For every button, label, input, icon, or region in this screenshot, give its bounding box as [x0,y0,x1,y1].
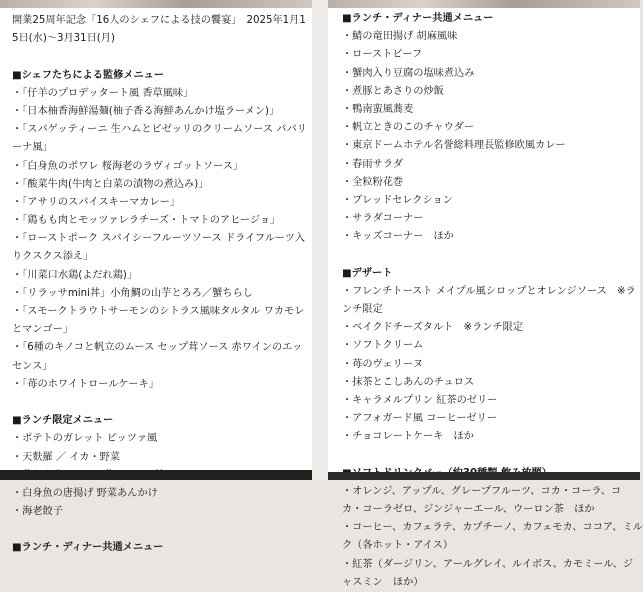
menu-line: ・キッズコーナー ほか [342,231,454,243]
menu-line: ・海老餃子 [12,506,63,518]
menu-line: ・ソフトクリーム [342,340,424,352]
menu-line: ・フレンチトースト メイプル風シロップとオレンジソース ※ラ [342,285,636,297]
menu-line: ・チョコレートケーキ ほか [342,431,474,443]
menu-line: ・「スモークトラウトサーモンのシトラス風味タルタル ワカモレ [12,306,305,317]
menu-line: ・鴨南蛮風蕎麦 [342,103,414,115]
menu-line: センス」 [12,360,53,372]
menu-line: ・東京ドームホテル名誉総料理長監修欧風カレー [342,140,566,152]
top-photo-strip [328,0,640,8]
menu-line: ・帆立ときのこのチャウダー [342,122,475,134]
menu-line: ・「スパゲッティーニ 生ハムとピゼッリのクリームソース パパリ [12,124,307,136]
menu-line: ・アフォガード風 コーヒーゼリー [342,413,497,425]
blank-line [12,394,306,412]
menu-line: ・サラダコーナー [342,213,424,225]
menu-line: ・「白身魚のポワレ 桜海老のラヴィゴットソース」 [12,160,244,172]
blank-line [12,521,306,539]
menu-line: 5日(水)〜3月31日(月) [12,33,115,45]
menu-line: ーナ風」 [12,142,53,154]
menu-line: ・白身魚の唐揚げ 野菜あんかけ [12,487,158,499]
menu-line: ・蟹肉入り豆腐の塩味煮込み [342,67,475,79]
section-heading: ■ランチ・ディナー共通メニュー [342,13,494,24]
menu-line: ・コーヒー、カフェラテ、カプチーノ、カフェモカ、ココア、ミル [342,522,643,534]
menu-line: ・「鶏もも肉とモッツァレラチーズ・トマトのアヒージョ」 [12,215,281,227]
menu-line: ・「苺のホワイトロールケーキ」 [12,378,159,390]
bottom-bar [328,472,640,480]
menu-line: ・「アサリのスパイスキーマカレー」 [12,196,180,208]
menu-line: カ・コーラゼロ、ジンジャーエール、ウーロン茶 ほか [342,504,595,516]
menu-line: ・「酸菜牛肉(牛肉と白菜の漬物の煮込み)」 [12,178,209,190]
right-menu-text [342,10,643,592]
section-heading: ■デザート [342,267,393,279]
top-photo-strip [0,0,312,8]
blank-line [12,48,306,66]
panel-divider [312,0,328,480]
menu-line: ・「川菜口水鶏(よだれ鶏)」 [12,269,138,281]
section-heading: ■ランチ限定メニュー [12,415,114,427]
menu-line: ・苺のヴェリーヌ [342,358,424,370]
menu-line: ・煮豚とあさりの炒飯 [342,85,444,97]
menu-line: ・春雨サラダ [342,158,404,170]
menu-line: ・鯖の竜田揚げ 胡麻風味 [342,31,458,43]
right-screenshot-panel [328,0,643,588]
menu-line: ・抹茶とこしあんのチュロス [342,376,475,388]
menu-line: ・ローストビーフ [342,49,423,61]
menu-line: ンチ限定 [342,304,383,315]
section-heading: ■ランチ・ディナー共通メニュー [12,542,164,554]
blank-line [342,246,634,264]
menu-line: ・「ローストポーク スパイシーフルーツソース ドライフルーツ入 [12,233,306,245]
menu-line: りクスクス添え」 [12,251,94,263]
menu-line: ・「6種のキノコと帆立のムース セップ茸ソース 赤ワインのエッ [12,342,303,354]
menu-line: ・「日本柚香海鮮湯麺(柚子香る海鮮あんかけ塩ラーメン)」 [12,105,280,117]
menu-line: ・「仔羊のプロデッタート風 香草風味」 [12,87,194,99]
menu-line: 開業25周年記念「16人のシェフによる技の饗宴」 2025年1月1 [12,15,306,26]
menu-line: ・ポテトのガレット ピッツァ風 [12,433,158,445]
menu-line: ク（各ホット・アイス） [342,540,454,552]
blank-line [342,447,634,465]
menu-line: ・ブレッドセレクション [342,194,453,206]
menu-line: ャスミン ほか） [342,576,424,588]
section-heading: ■シェフたちによる監修メニュー [12,69,165,81]
menu-line: ・天麩羅 ／ イカ・野菜 [12,451,121,463]
menu-line: ・オレンジ、アップル、グレープフルーツ、コカ・コーラ、コ [342,485,622,497]
menu-line: ・キャラメルプリン 紅茶のゼリー [342,394,498,406]
menu-line: ・全粒粉花巻 [342,176,404,188]
menu-line: ・紅茶（ダージリン、アールグレイ、ルイボス、カモミール、ジ [342,558,634,570]
menu-line: とマンゴー」 [12,324,74,336]
bottom-bar [0,470,312,480]
menu-line: ・ベイクドチーズタルト ※ランチ限定 [342,322,524,334]
menu-line: ・「リラッサmini丼」小角鯛の山芋とろろ／蟹ちらし [12,287,253,299]
left-screenshot-panel [0,0,312,554]
